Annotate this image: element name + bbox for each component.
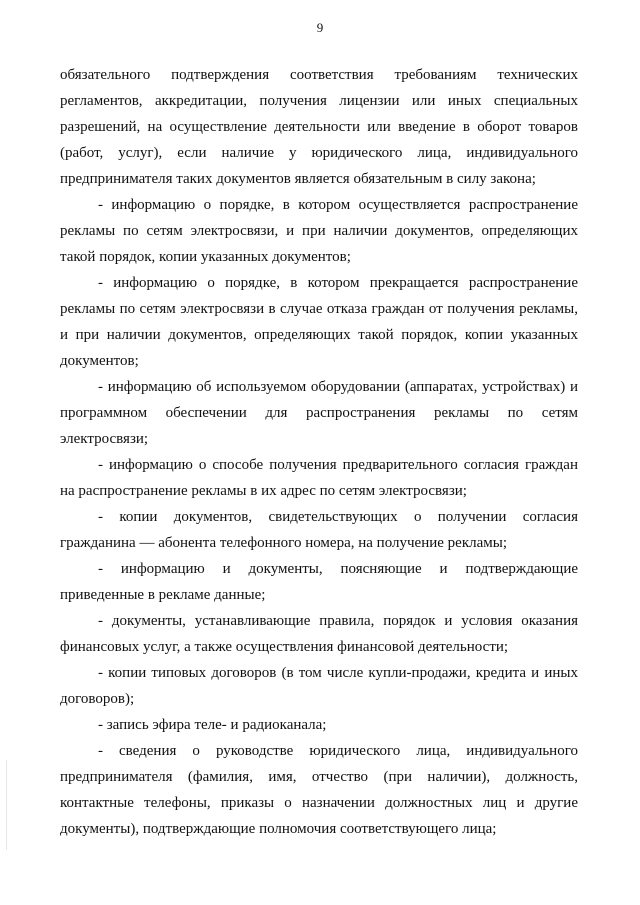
paragraph-2: - информацию о порядке, в котором осуществляется распространение рекламы по сетям электросвязи, и при наличии документов, определяющих такой порядок, копии указанных документов; — [60, 197, 578, 265]
paragraph-4: - информацию об используемом оборудовании (аппаратах, устройствах) и программном обеспечении для распространения рекламы по сетям электросвязи; — [60, 379, 578, 447]
paragraph-8: - документы, устанавливающие правила, порядок и условия оказания финансовых услуг, а также осуществления финансовой деятельности; — [60, 613, 578, 655]
paragraph-1: обязательного подтверждения соответствия требованиям технических регламентов, аккредитации, получения лицензии или иных специальных разрешений, на осуществление деятельности или введение в оборот товаров (работ, услуг), если наличие у юридического лица, индивидуального предпринимателя таких документов является обязательным в силу закона; — [60, 67, 578, 187]
paragraph-10: - запись эфира теле- и радиоканала; — [98, 717, 327, 733]
scan-edge-mark — [6, 760, 7, 850]
paragraph-7: - информацию и документы, поясняющие и подтверждающие приведенные в рекламе данные; — [60, 561, 578, 603]
paragraph-5: - информацию о способе получения предварительного согласия граждан на распространение рекламы в их адрес по сетям электросвязи; — [60, 457, 578, 499]
paragraph-3: - информацию о порядке, в котором прекращается распространение рекламы по сетям электросвязи в случае отказа граждан от получения рекламы, и при наличии документов, определяющих такой порядок, копии указанных документов; — [60, 275, 578, 369]
paragraph-11: - сведения о руководстве юридического лица, индивидуального предпринимателя (фамилия, имя, отчество (при наличии), должность, контактные телефоны, приказы о назначении должностных лиц и другие документы), подтверждающие полномочия соответствующего лица; — [60, 743, 578, 837]
document-body — [60, 62, 578, 842]
paragraph-9: - копии типовых договоров (в том числе купли-продажи, кредита и иных договоров); — [60, 665, 578, 707]
paragraph-6: - копии документов, свидетельствующих о получении согласия гражданина — абонента телефонного номера, на получение рекламы; — [60, 509, 578, 551]
page-number: 9 — [316, 20, 324, 35]
